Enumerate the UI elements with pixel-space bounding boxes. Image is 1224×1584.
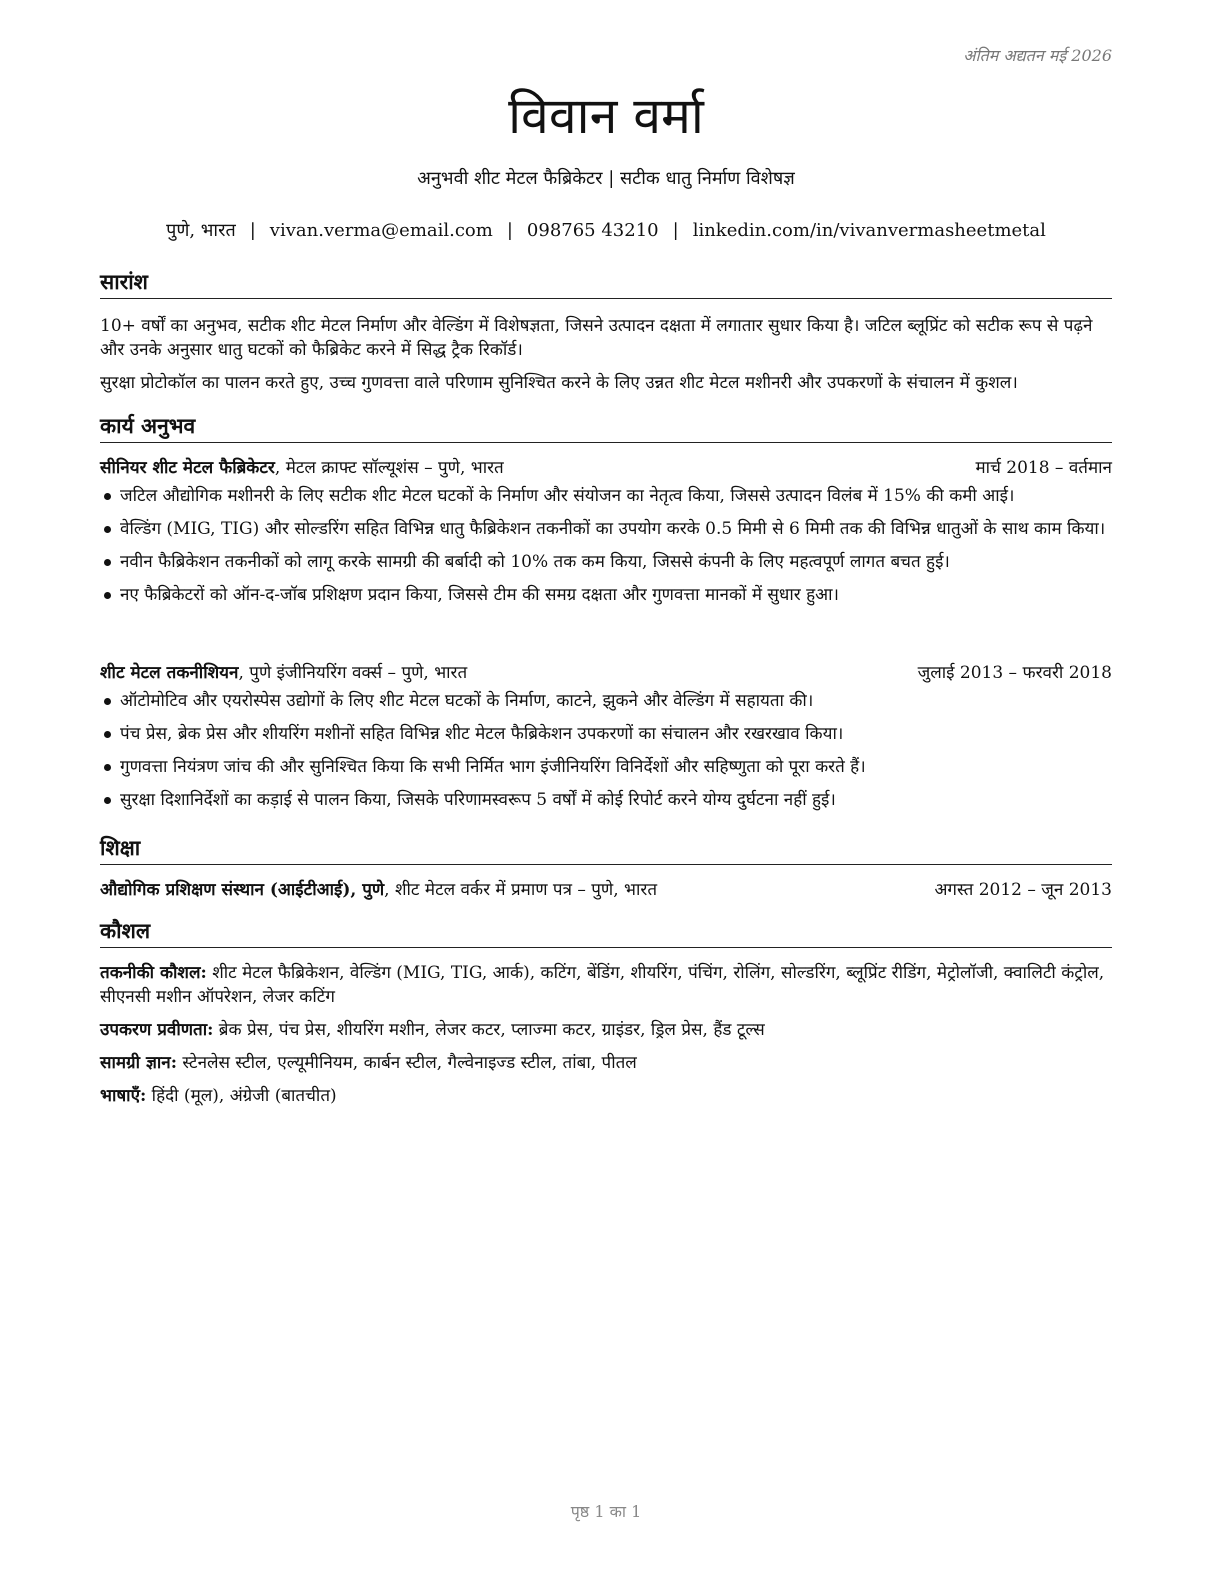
education-institution-detail: [100, 878, 657, 902]
job-bullet: नए फैब्रिकेटरों को ऑन-द-जॉब प्रशिक्षण प्रदान किया, जिससे टीम की समग्र दक्षता और गुणवत्ता मानकों में सुधार हुआ।: [120, 583, 1112, 607]
education-dates: अगस्त 2012 – जून 2013: [934, 880, 1112, 900]
contact-email[interactable]: vivan.verma@email.com: [269, 220, 493, 241]
job-dates: मार्च 2018 – वर्तमान: [975, 458, 1112, 478]
job-role-company: [100, 661, 467, 685]
contact-separator: |: [249, 220, 256, 241]
education-entry: [100, 878, 1112, 902]
skill-line-tools: [100, 1018, 1112, 1042]
page-indicator: पृष्ठ 1 का 1: [570, 1502, 642, 1521]
job-bullet: जटिल औद्योगिक मशीनरी के लिए सटीक शीट मेटल घटकों के निर्माण और संयोजन का नेतृत्व किया, जिससे उत्पादन विलंब में 15% की कमी आई।: [120, 484, 1112, 508]
skill-label: भाषाएँ:: [100, 1086, 147, 1106]
job-bullet: गुणवत्ता नियंत्रण जांच की और सुनिश्चित किया कि सभी निर्मित भाग इंजीनियरिंग विनिर्देशों और सहिष्णुता को पूरा करते हैं।: [120, 755, 1112, 779]
skill-label: उपकरण प्रवीणता:: [100, 1020, 214, 1040]
job-entry: [100, 456, 1112, 616]
job-role-company: [100, 456, 504, 480]
contact-line: [100, 218, 1112, 244]
candidate-name: विवान वर्मा: [508, 87, 704, 145]
section-title-skills: कौशल: [100, 917, 1112, 948]
job-entry: [100, 661, 1112, 821]
summary-section: [100, 314, 1112, 404]
summary-paragraph: 10+ वर्षों का अनुभव, सटीक शीट मेटल निर्माण और वेल्डिंग में विशेषज्ञता, जिसने उत्पादन दक्षता में लगातार सुधार किया है। जटिल ब्लूप्रिंट को सटीक रूप से पढ़ने और उनके अनुसार धातु घटकों को फैब्रिकेट करने में सिद्ध ट्रैक रिकॉर्ड।: [100, 316, 1093, 360]
section-title-experience: कार्य अनुभव: [100, 412, 1112, 443]
summary-paragraph: सुरक्षा प्रोटोकॉल का पालन करते हुए, उच्च गुणवत्ता वाले परिणाम सुनिश्चित करने के लिए उन्नत शीट मेटल मशीनरी और उपकरणों के संचालन में कुशल।: [100, 373, 1018, 393]
job-bullet-list: [100, 484, 1112, 607]
resume-page: [100, 0, 1112, 1584]
job-header: [100, 456, 1112, 480]
job-company: , मेटल क्राफ्ट सॉल्यूशंस – पुणे, भारत: [274, 458, 504, 478]
last-updated-note: अंतिम अद्यतन मई 2026: [963, 46, 1112, 65]
education-detail: , शीट मेटल वर्कर में प्रमाण पत्र – पुणे, भारत: [384, 880, 658, 900]
section-title-education: शिक्षा: [100, 834, 1112, 865]
job-header: [100, 661, 1112, 685]
skills-section: [100, 961, 1112, 1117]
contact-phone[interactable]: 098765 43210: [526, 220, 659, 241]
job-dates: जुलाई 2013 – फरवरी 2018: [917, 663, 1112, 683]
job-company: , पुणे इंजीनियरिंग वर्क्स – पुणे, भारत: [238, 663, 468, 683]
skill-value: हिंदी (मूल), अंग्रेजी (बातचीत): [146, 1086, 337, 1106]
education-institution: औद्योगिक प्रशिक्षण संस्थान (आईटीआई), पुणे: [100, 880, 385, 900]
education-header: [100, 878, 1112, 902]
skill-line-technical: [100, 961, 1112, 1009]
skill-value: शीट मेटल फैब्रिकेशन, वेल्डिंग (MIG, TIG, आर्क), कटिंग, बेंडिंग, शीयरिंग, पंचिंग, रोलिंग, सोल्डरिंग, ब्लूप्रिंट रीडिंग, मेट्रोलॉजी, क्वालिटी कंट्रोल, सीएनसी मशीन ऑपरेशन, लेजर कटिंग: [100, 963, 1105, 1007]
professional-tagline: अनुभवी शीट मेटल फैब्रिकेटर | सटीक धातु निर्माण विशेषज्ञ: [417, 168, 795, 189]
job-bullet: ऑटोमोटिव और एयरोस्पेस उद्योगों के लिए शीट मेटल घटकों के निर्माण, काटने, झुकने और वेल्डिंग में सहायता की।: [120, 689, 1112, 713]
skill-value: ब्रेक प्रेस, पंच प्रेस, शीयरिंग मशीन, लेजर कटर, प्लाज्मा कटर, ग्राइंडर, ड्रिल प्रेस, हैंड टूल्स: [213, 1020, 765, 1040]
job-role: सीनियर शीट मेटल फैब्रिकेटर: [100, 458, 275, 478]
job-bullet: वेल्डिंग (MIG, TIG) और सोल्डरिंग सहित विभिन्न धातु फैब्रिकेशन तकनीकों का उपयोग करके 0.5 मिमी से 6 मिमी तक की विभिन्न धातुओं के साथ काम किया।: [120, 517, 1112, 541]
skill-value: स्टेनलेस स्टील, एल्यूमीनियम, कार्बन स्टील, गैल्वेनाइज्ड स्टील, तांबा, पीतल: [176, 1053, 637, 1073]
job-bullet: नवीन फैब्रिकेशन तकनीकों को लागू करके सामग्री की बर्बादी को 10% तक कम किया, जिससे कंपनी के लिए महत्वपूर्ण लागत बचत हुई।: [120, 550, 1112, 574]
contact-separator: |: [506, 220, 513, 241]
skill-label: सामग्री ज्ञान:: [100, 1053, 177, 1073]
job-bullet: सुरक्षा दिशानिर्देशों का कड़ाई से पालन किया, जिसके परिणामस्वरूप 5 वर्षों में कोई रिपोर्ट करने योग्य दुर्घटना नहीं हुई।: [120, 788, 1112, 812]
skill-label: तकनीकी कौशल:: [100, 963, 207, 983]
job-bullet: पंच प्रेस, ब्रेक प्रेस और शीयरिंग मशीनों सहित विभिन्न शीट मेटल फैब्रिकेशन उपकरणों का संचालन और रखरखाव किया।: [120, 722, 1112, 746]
job-bullet-list: [100, 689, 1112, 812]
contact-linkedin[interactable]: linkedin.com/in/vivanvermasheetmetal: [692, 220, 1046, 241]
contact-location: पुणे, भारत: [166, 220, 236, 241]
job-role: शीट मेटल तकनीशियन: [100, 663, 239, 683]
skill-line-materials: [100, 1051, 1112, 1075]
skill-line-languages: [100, 1084, 1112, 1108]
contact-separator: |: [672, 220, 679, 241]
section-title-summary: सारांश: [100, 268, 1112, 299]
